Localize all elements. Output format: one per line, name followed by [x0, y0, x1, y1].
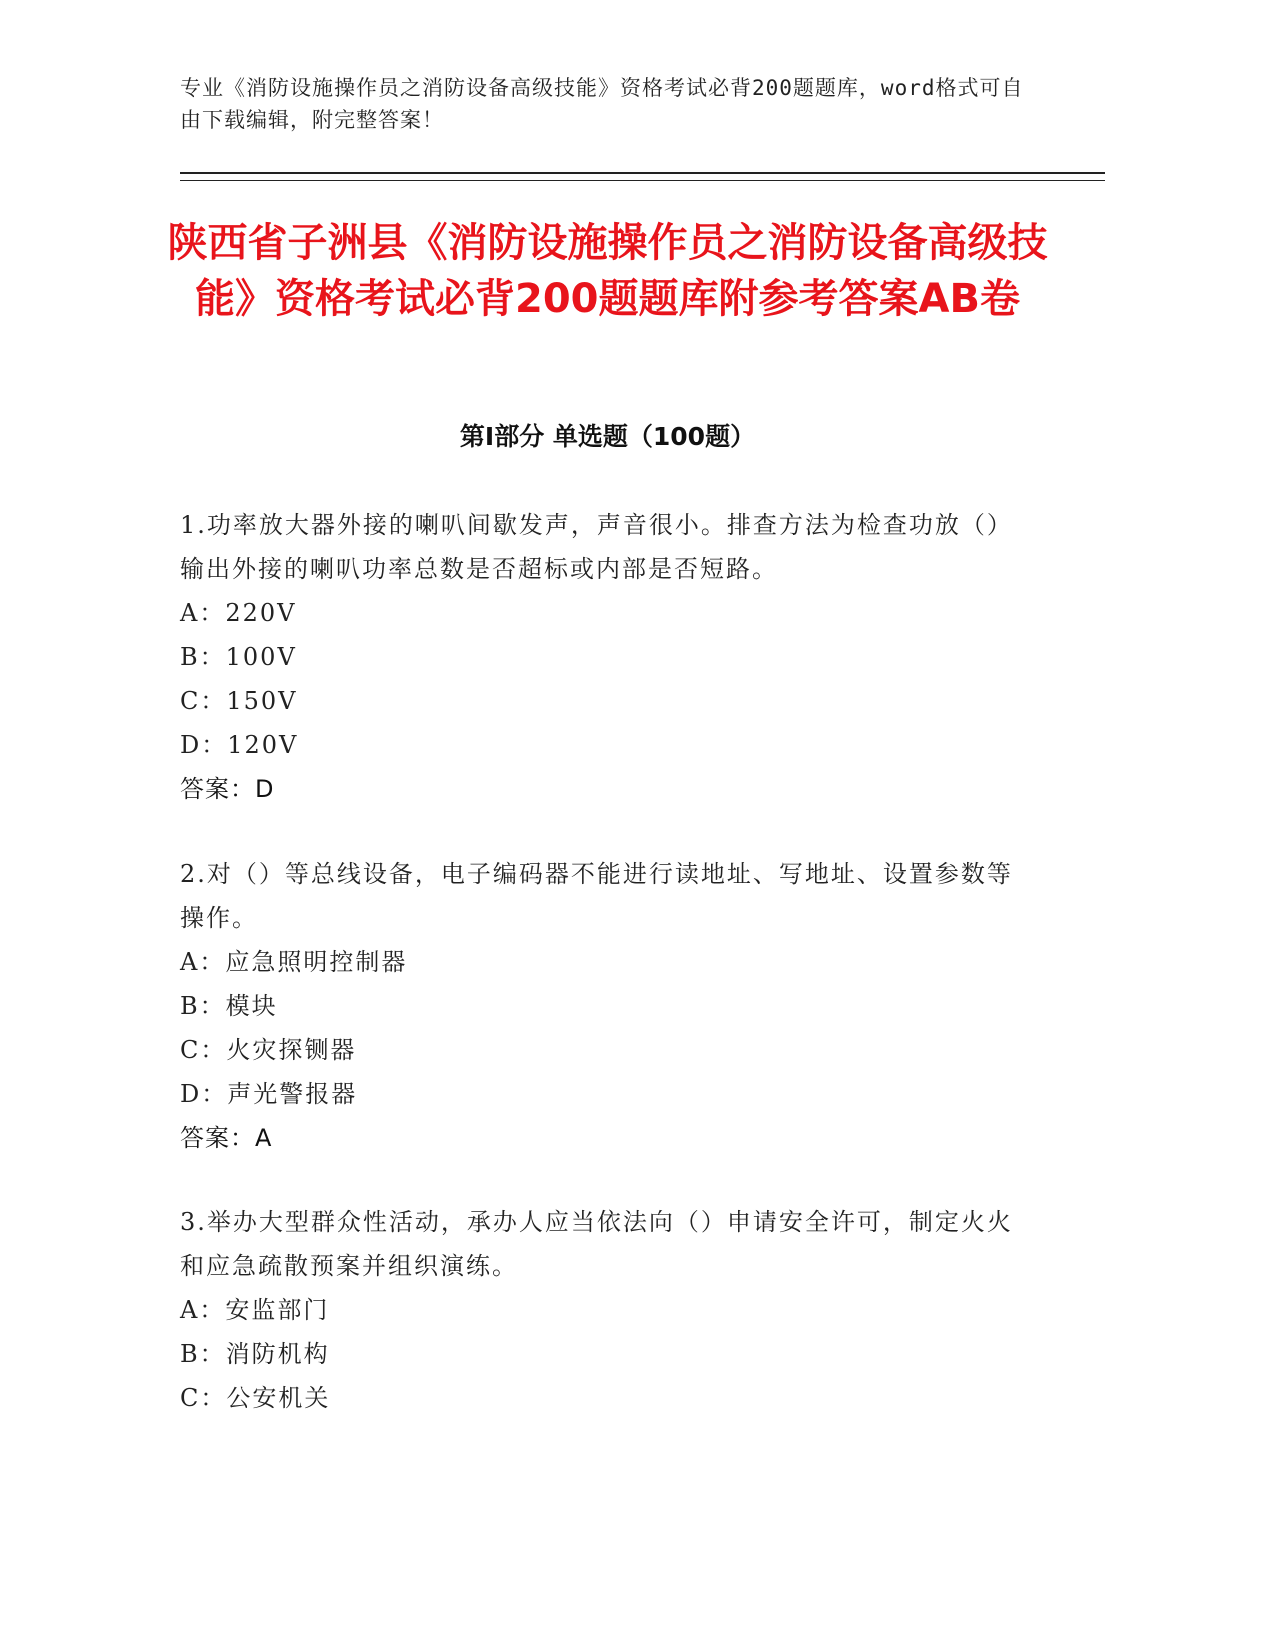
option-c: C：火灾探铡器	[180, 1036, 357, 1064]
section-heading: 第Ⅰ部分 单选题（100题）	[459, 422, 756, 451]
option-a: A：安监部门	[180, 1296, 330, 1324]
option-c: C：150V	[180, 687, 298, 715]
question-stem: 2.对（）等总线设备，电子编码器不能进行读地址、写地址、设置参数等操作。	[180, 860, 1013, 932]
question-stem: 1.功率放大器外接的喇叭间歇发声，声音很小。排查方法为检查功放（）输出外接的喇叭功率总数是否超标或内部是否短路。	[180, 511, 1013, 583]
option-d: D：120V	[180, 731, 299, 759]
option-a: A：应急照明控制器	[180, 948, 408, 976]
option-b: B：100V	[180, 643, 297, 671]
option-c: C：公安机关	[180, 1384, 331, 1412]
option-b: B：模块	[180, 992, 278, 1020]
answer: 答案：A	[180, 1124, 273, 1152]
question-3	[180, 1200, 1020, 1420]
option-b: B：消防机构	[180, 1340, 330, 1368]
answer: 答案：D	[180, 775, 275, 803]
question-1	[180, 503, 1020, 811]
document-title: 陕西省子洲县《消防设施操作员之消防设备高级技能》资格考试必背200题题库附参考答案AB卷	[167, 220, 1048, 322]
option-d: D：声光警报器	[180, 1080, 358, 1108]
option-a: A：220V	[180, 599, 297, 627]
question-2	[180, 852, 1020, 1160]
header-rule-thick	[180, 172, 1105, 174]
question-stem: 3.举办大型群众性活动，承办人应当依法向（）申请安全许可，制定火火和应急疏散预案并组织演练。	[180, 1208, 1013, 1280]
header-note: 专业《消防设施操作员之消防设备高级技能》资格考试必背200题题库，word格式可自由下载编辑，附完整答案！	[180, 76, 1024, 132]
header-rule-thin	[180, 180, 1105, 181]
